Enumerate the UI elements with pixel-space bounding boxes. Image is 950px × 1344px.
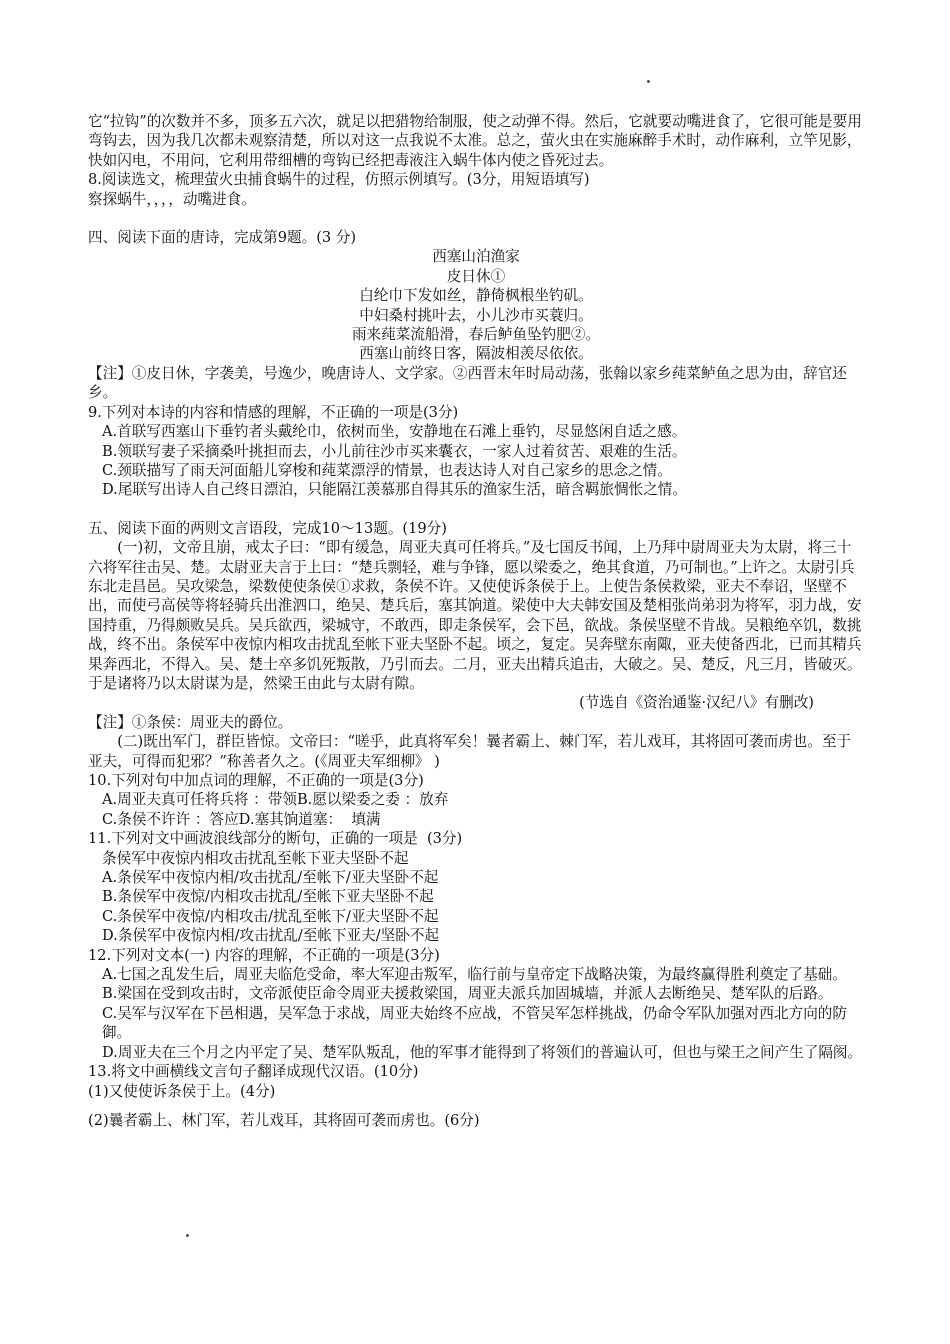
question-11-option-d: D.条侯军中夜惊内相/攻击扰乱/至帐下亚夫/坚卧不起 — [102, 927, 440, 945]
poem-line-1: 白纶巾下发如丝，静倚枫根坐钓矶。 — [359, 287, 593, 305]
passage-1-source: (节选自《资治通鉴·汉纪八》有删改) — [579, 694, 814, 712]
question-10: 10.下列对句中加点词的理解，不正确的一项是(3分) — [88, 772, 424, 789]
question-13-part-2: (2)曩者霸上、林门军，若儿戏耳，其将固可袭而虏也。(6分) — [88, 1111, 480, 1129]
question-12: 12.下列对文本(一) 内容的理解，不正确的一项是(3分) — [88, 946, 440, 964]
section-4-heading: 四、阅读下面的唐诗，完成第9题。(3 分) — [88, 229, 357, 247]
poem-author: 皮日休① — [446, 267, 506, 285]
poem-line-3: 雨来莼菜流船滑，春后鲈鱼坠钓肥②。 — [351, 326, 601, 344]
question-11-option-a: A.条侯军中夜惊内相/攻击扰乱/至帐下/亚夫坚卧不起 — [102, 869, 439, 887]
classical-passage-2: (二)既出军门，群臣皆惊。文帝曰：“嗟乎，此真将军矣！曩者霸上、棘门军，若儿戏耳，其将固可袭而虏也。至于亚夫，可得而犯邪？”称善者久之。(《周亚夫军细柳》 ) — [88, 733, 852, 770]
poem-line-4: 西塞山前终日客，隔波相羡尽依依。 — [359, 345, 593, 363]
question-13: 13.将文中画横线文言句子翻译成现代汉语。(10分) — [88, 1063, 419, 1081]
poem-note: 【注】①皮日休，字袭美，号逸少，晚唐诗人、文学家。②西晋末年时局动荡，张翰以家乡莼菜鲈鱼之思为由，辞官还乡。 — [88, 364, 847, 402]
question-10-options-ab: A.周亚夫真可任将兵将 ：带领B.愿以梁委之委 ：放弃 — [102, 791, 449, 809]
question-12-option-c: C.吴军与汉军在下邑相遇，吴军急于求战，周亚夫始终不应战，不管吴军怎样挑战，仍命令军队加强对西北方向的防御。 — [102, 1004, 847, 1042]
question-11: 11.下列对文中画波浪线部分的断句，正确的一项是 (3分) — [88, 830, 463, 848]
page-mark-bottom — [186, 1234, 189, 1237]
passage-firefly: 它“拉钩”的次数并不多，顶多五六次，就足以把猎物给制服，使之动弹不得。然后，它就要动嘴进食了，它很可能是要用弯钩去，因为我几次都未观察清楚，所以对这一点我说不太准。总之，萤火虫在实施麻醉手术时，动作麻利，立竿见影，快如闪电，不用问，它利用带细槽的弯钩已经把毒液注入蜗牛体内使之昏死过去。 — [88, 113, 862, 169]
page-mark-top — [647, 80, 650, 83]
question-9-option-c: C.颈联描写了雨天河面船儿穿梭和莼菜漂浮的情景，也表达诗人对自己家乡的思念之情。 — [102, 461, 672, 479]
question-12-option-d: D.周亚夫在三个月之内平定了吴、楚军队叛乱，他的军事才能得到了将领们的普遍认可，但也与梁王之间产生了隔阂。 — [102, 1043, 863, 1061]
question-8: 8.阅读选文，梳理萤火虫捕食蜗牛的过程，仿照示例填写。(3分，用短语填写) — [88, 171, 590, 189]
poem-title: 西塞山泊渔家 — [432, 248, 520, 266]
question-9-option-b: B.领联写妻子采摘桑叶挑担而去，小儿前往沙市买来囊衣，一家人过着贫苦、艰难的生活。 — [102, 442, 687, 460]
question-10-options-cd: C.条侯不许许 ：答应D.塞其饷道塞： 填满 — [102, 810, 381, 828]
question-12-option-b: B.梁国在受到攻击时，文帝派使臣命令周亚夫援救梁国，周亚夫派兵加固城墙，并派人去断绝吴、楚军队的后路。 — [102, 985, 833, 1003]
question-11-sentence: 条侯军中夜惊内相攻击扰乱至帐下亚夫坚卧不起 — [102, 849, 409, 867]
question-13-part-1: (1)又使使诉条侯于上。(4分) — [88, 1082, 276, 1100]
question-11-option-b: B.条侯军中夜惊/内相攻击扰乱/至帐下亚夫坚卧不起 — [102, 888, 434, 906]
question-9: 9.下列对本诗的内容和情感的理解，不正确的一项是(3分) — [88, 403, 459, 421]
classical-passage-1: (一)初，文帝且崩，戒太子曰：“即有缓急，周亚夫真可任将兵。”及七国反书闻，上乃拜中尉周亚夫为太尉，将三十六将军往击吴、楚。太尉亚夫言于上曰：“楚兵剽轻，难与争锋，愿以梁委之，绝其食道，乃可制也。”上许之。太尉引兵东北走昌邑。吴攻梁急，梁数使使条侯①求救，条侯不许。又使使诉条侯于上。上使告条侯救梁，亚夫不奉诏，坚壁不出，而使弓高侯等将轻骑兵出淮泗口，绝吴、楚兵后，塞其饷道。梁使中大夫韩安国及楚相张尚弟羽为将军，羽力战，安国持重，乃得颇败吴兵。吴兵欲西，梁城守，不敢西，即走条侯军，会下邑，欲战。条侯坚壁不肯战。吴粮绝卒饥，数挑战，终不出。条侯军中夜惊内相攻击扰乱至帐下亚夫坚卧不起。顷之，复定。吴奔壁东南陬，亚夫使备西北，已而其精兵果奔西北，不得入。吴、楚士卒多饥死叛散，乃引而去。二月，亚夫出精兵追击，大破之。吴、楚反，凡三月，皆破灭。于是诸将乃以太尉谋为是，然梁王由此与太尉有隙。 — [88, 539, 862, 692]
question-9-option-a: A.首联写西塞山下垂钓者头戴纶巾，依树而坐，安静地在石滩上垂钓，尽显悠闲自适之感。 — [102, 423, 687, 441]
section-5-heading: 五、阅读下面的两则文言语段，完成10～13题。(19分) — [88, 519, 447, 537]
question-8-answer: 察探蜗牛，，，，动嘴进食。 — [88, 190, 256, 208]
passage-1-note: 【注】①条侯：周亚夫的爵位。 — [88, 713, 293, 731]
question-9-option-d: D.尾联写出诗人自己终日漂泊，只能隔江羡慕那自得其乐的渔家生活，暗含羁旅惆怅之情。 — [102, 481, 687, 499]
question-12-option-a: A.七国之乱发生后，周亚夫临危受命，率大军迎击叛军，临行前与皇帝定下战略决策，为最终赢得胜利奠定了基础。 — [102, 966, 847, 984]
question-11-option-c: C.条侯军中夜惊/内相攻击/扰乱至帐下/亚夫坚卧不起 — [102, 907, 439, 925]
document-page — [88, 112, 864, 1130]
poem-line-2: 中妇桑村挑叶去，小儿沙市买蓑归。 — [359, 306, 593, 324]
